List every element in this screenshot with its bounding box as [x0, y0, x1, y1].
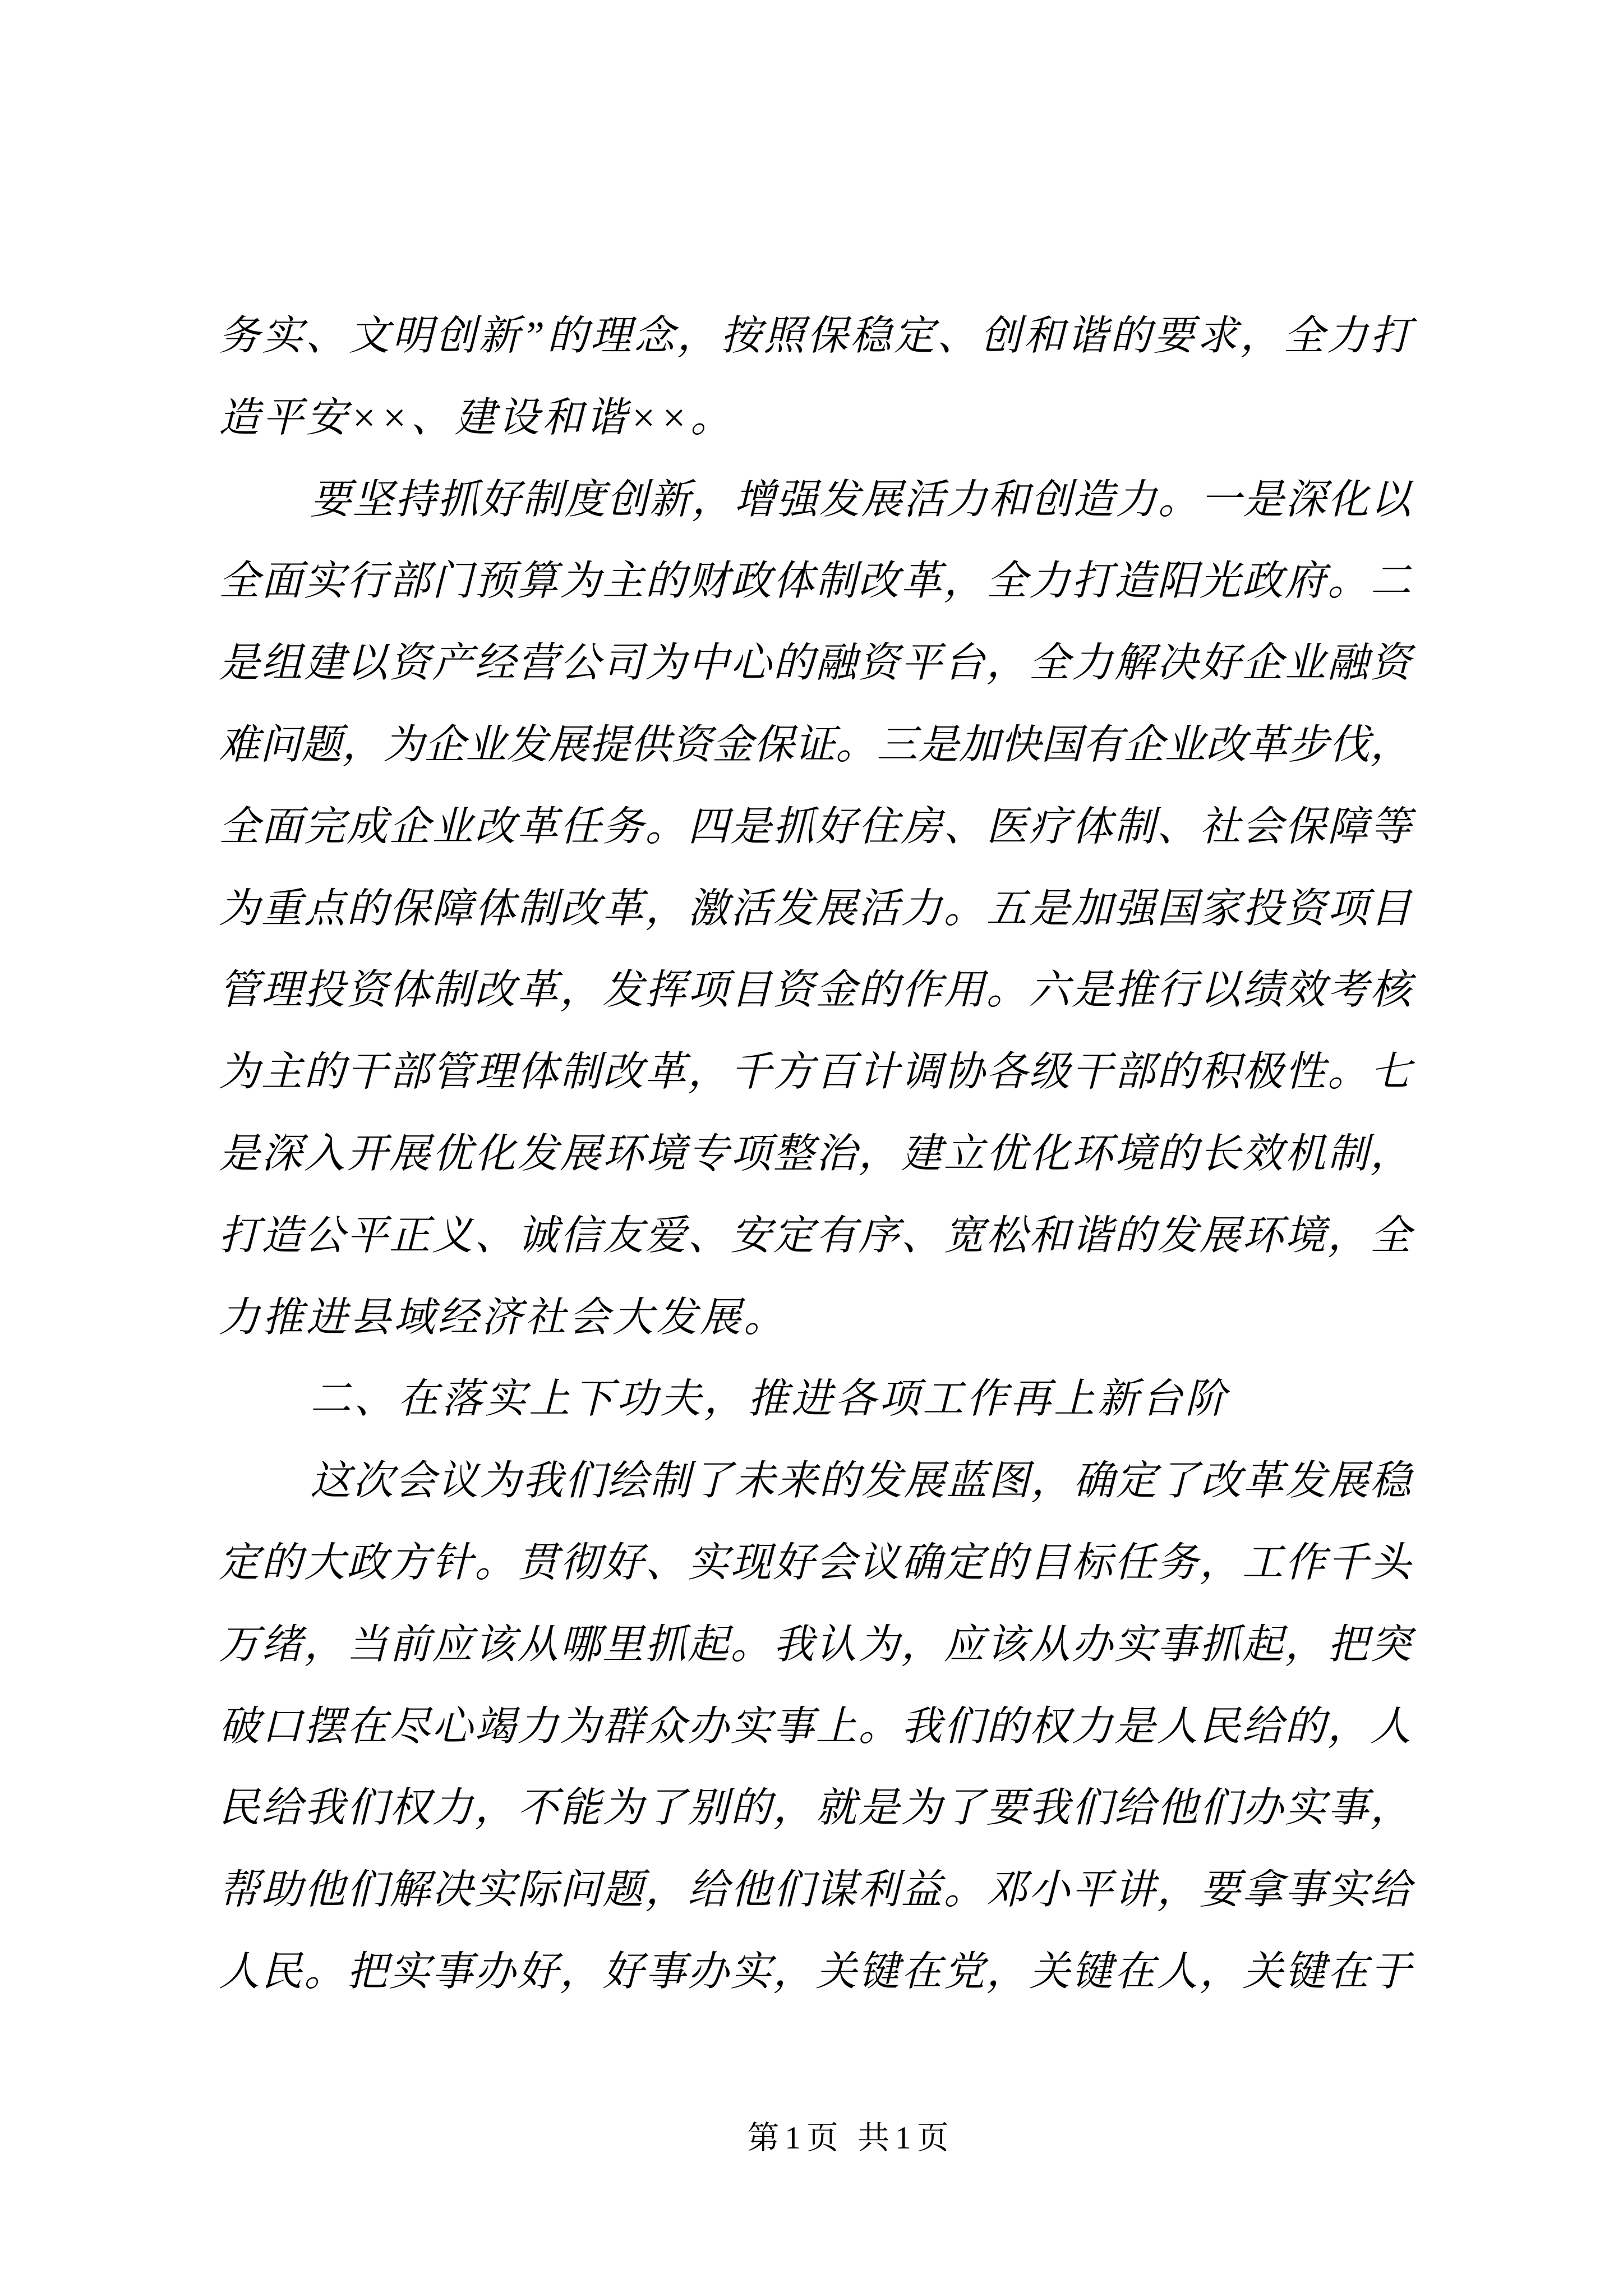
text-line: 造平安××、建设和谐××。	[219, 394, 735, 440]
text-line: 破口摆在尽心竭力为群众办实事上。我们的权力是人民给的，人	[219, 1703, 1411, 1749]
text-line: 为主的干部管理体制改革，千方百计调协各级干部的积极性。七	[219, 1049, 1411, 1095]
text-line: 务实、文明创新”的理念，按照保稳定、创和谐的要求，全力打	[219, 313, 1411, 358]
text-line: 是组建以资产经营公司为中心的融资平台，全力解决好企业融资	[219, 640, 1411, 686]
text-line: 打造公平正义、诚信友爱、安定有序、宽松和谐的发展环境，全	[219, 1212, 1411, 1258]
text-line: 全面完成企业改革任务。四是抓好住房、医疗体制、社会保障等	[219, 803, 1411, 849]
text-line: 为重点的保障体制改革，激活发展活力。五是加强国家投资项目	[219, 885, 1411, 931]
text-line: 二、在落实上下功夫，推进各项工作再上新台阶	[310, 1376, 1229, 1422]
text-line: 民给我们权力，不能为了别的，就是为了要我们给他们办实事，	[219, 1785, 1411, 1831]
text-line: 全面实行部门预算为主的财政体制改革，全力打造阳光政府。二	[219, 558, 1411, 604]
text-line: 这次会议为我们绘制了未来的发展蓝图，确定了改革发展稳	[310, 1458, 1411, 1504]
text-line: 力推进县域经济社会大发展。	[219, 1294, 787, 1340]
text-line: 难问题，为企业发展提供资金保证。三是加快国有企业改革步伐，	[219, 721, 1411, 767]
text-line: 人民。把实事办好，好事办实，关键在党，关键在人，关键在于	[219, 1948, 1411, 1994]
text-line: 帮助他们解决实际问题，给他们谋利益。邓小平讲，要拿事实给	[219, 1867, 1411, 1913]
document-body	[219, 295, 1411, 2013]
text-line: 万绪，当前应该从哪里抓起。我认为，应该从办实事抓起，把突	[219, 1621, 1411, 1667]
text-line: 定的大政方针。贯彻好、实现好会议确定的目标任务，工作千头	[219, 1539, 1411, 1585]
text-line: 是深入开展优化发展环境专项整治，建立优化环境的长效机制，	[219, 1130, 1411, 1176]
text-line: 管理投资体制改革，发挥项目资金的作用。六是推行以绩效考核	[219, 967, 1411, 1013]
text-line: 要坚持抓好制度创新，增强发展活力和创造力。一是深化以	[310, 476, 1411, 522]
page-footer: 第1页 共1页	[747, 2120, 955, 2156]
